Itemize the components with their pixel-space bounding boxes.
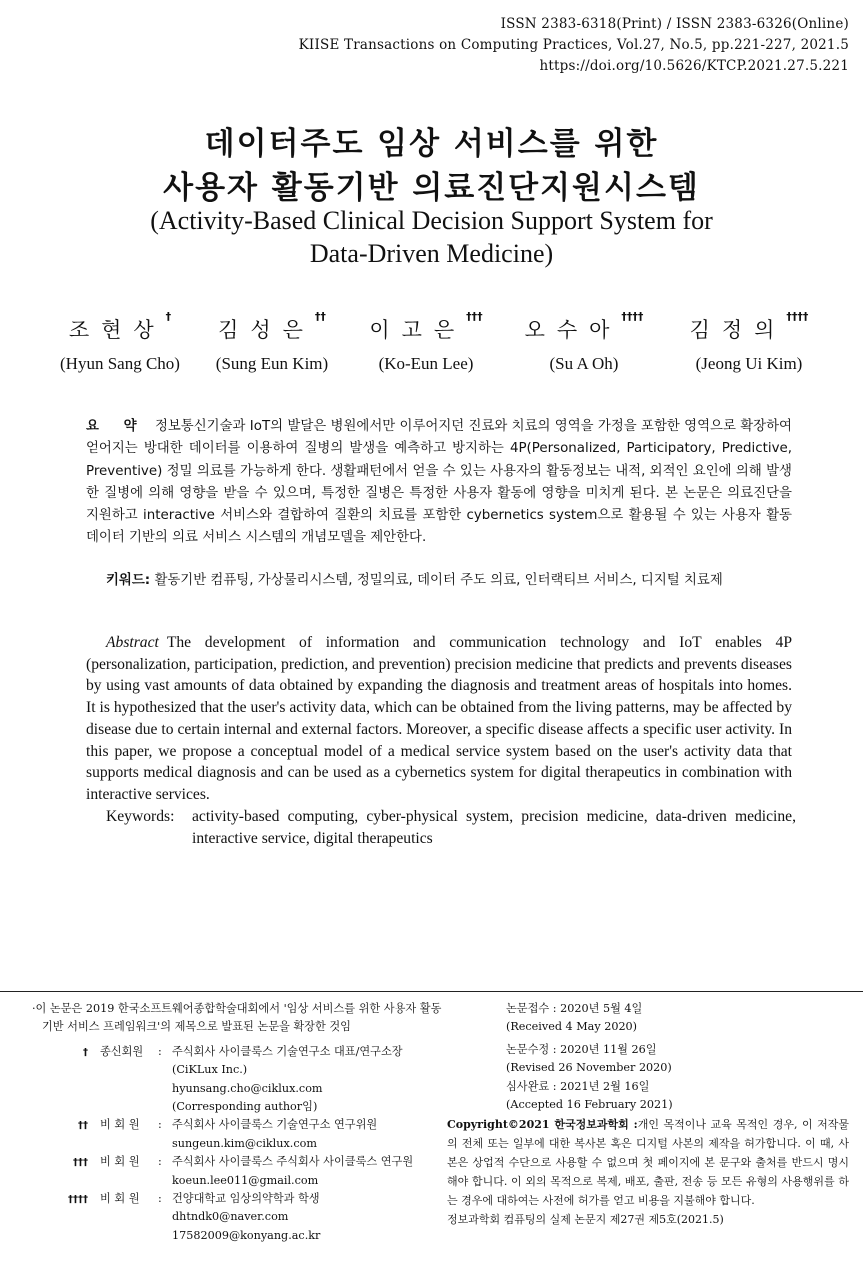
affiliation-mark: †††† <box>68 1194 88 1206</box>
footnote-left <box>32 1000 452 1245</box>
footnote-dates <box>506 1000 856 1114</box>
author-list <box>50 310 830 384</box>
author-1 <box>50 310 190 374</box>
received-date-en: (Received 4 May 2020) <box>506 1020 638 1034</box>
author-name-en: (Sung Eun Kim) <box>215 354 329 373</box>
title-korean <box>0 122 863 210</box>
keywords-ko-text: 활동기반 컴퓨팅, 가상물리시스템, 정밀의료, 데이터 주도 의료, 인터랙티브 서비스, 디지털 치료제 <box>154 573 723 588</box>
title-en-line1: (Activity-Based Clinical Decision Support System for <box>150 206 713 235</box>
author-name-en: (Jeong Ui Kim) <box>695 354 803 373</box>
revised-date-ko: 논문수정 : 2020년 11월 26일 <box>506 1042 657 1056</box>
accepted-date-en: (Accepted 16 February 2021) <box>506 1098 673 1112</box>
footnote-divider <box>0 991 863 992</box>
doi-link[interactable]: https://doi.org/10.5626/KTCP.2021.27.5.221 <box>539 58 849 74</box>
affiliation-email[interactable]: hyunsang.cho@ciklux.com <box>172 1081 323 1095</box>
affiliation-line: (CiKLux Inc.) <box>172 1063 248 1077</box>
title-en-line2: Data-Driven Medicine) <box>309 239 554 268</box>
abstract-english <box>86 632 792 806</box>
author-name-ko: 김정의 <box>689 318 787 342</box>
affiliation-email[interactable]: 17582009@konyang.ac.kr <box>172 1228 321 1242</box>
abstract-ko-text: 정보통신기술과 IoT의 발달은 병원에서만 이루어지던 진료와 치료의 영역을 가정을 포함한 영역으로 확장하여 얻어지는 방대한 데이터를 이용하여 질병의 발생을 예측하고 방지하는 4P(Personalized, Participatory, Predictive, Preventive) 정밀 의료를 가능하게 한다. 생활패턴에서 얻을 수 있는 사용자의 활동정보는 내적, 외적인 요인에 의해 발생한 질병에 의해 영향을 받을 수 있으며, 특정한 질병은 특정한 사용자 활동에 영향을 미치게 된다. 본 논문은 의료진단을 지원하고 interactive 서비스와 결합하여 질환의 치료를 포함한 cybernetics system으로 활용될 수 있는 사용자 활동 데이터 기반의 의료 서비스 시스템의 개념모델을 제안한다. <box>86 419 792 546</box>
affiliation-email[interactable]: koeun.lee011@gmail.com <box>172 1173 319 1187</box>
abstract-korean <box>86 416 792 550</box>
title-ko-line2: 사용자 활동기반 의료진단지원시스템 <box>163 170 700 206</box>
author-name-ko: 이고은 <box>369 318 467 342</box>
paper-origin-note: ·이 논문은 2019 한국소프트웨어종합학술대회에서 '임상 서비스를 위한 사용자 활동기반 서비스 프레임워크'의 제목으로 발표된 논문을 확장한 것임 <box>32 1002 442 1034</box>
abstract-en-label: Abstract <box>106 634 159 651</box>
affiliation-3: ††† 비 회 원 : 주식회사 사이클룩스 주식회사 사이클룩스 연구원 koeun.lee011@gmail.com <box>52 1153 452 1190</box>
accepted-date-ko: 심사완료 : 2021년 2월 16일 <box>506 1079 650 1093</box>
journal-citation: 정보과학회 컴퓨팅의 실제 논문지 제27권 제5호(2021.5) <box>447 1213 724 1226</box>
revised-date-en: (Revised 26 November 2020) <box>506 1061 672 1075</box>
copyright-label: Copyright©2021 한국정보과학회 : <box>447 1118 638 1131</box>
affiliation-email[interactable]: dhtndk0@naver.com <box>172 1210 289 1224</box>
affiliation-line: 주식회사 사이클룩스 기술연구소 대표/연구소장 <box>172 1044 403 1058</box>
title-ko-line1: 데이터주도 임상 서비스를 위한 <box>204 126 659 162</box>
abstract-ko-label: 요 약 <box>86 419 147 434</box>
author-mark: †††† <box>786 310 809 323</box>
affiliation-2: †† 비 회 원 : 주식회사 사이클룩스 기술연구소 연구위원 sungeun.kim@ciklux.com <box>52 1116 452 1153</box>
author-name-ko: 김성은 <box>218 318 315 342</box>
author-4 <box>514 310 654 374</box>
affiliation-line: 주식회사 사이클룩스 주식회사 사이클룩스 연구원 <box>172 1155 414 1169</box>
affiliation-4: †††† 비 회 원 : 건양대학교 임상의약학과 학생 dhtndk0@naver.com 17582009@konyang.ac.kr <box>52 1190 452 1245</box>
journal-line: KIISE Transactions on Computing Practices, Vol.27, No.5, pp.221-227, 2021.5 <box>298 37 849 53</box>
author-mark: †††† <box>621 310 644 323</box>
author-3 <box>356 310 496 374</box>
author-name-en: (Ko-Eun Lee) <box>378 354 474 373</box>
author-name-en: (Su A Oh) <box>549 354 619 373</box>
keywords-korean <box>106 570 806 592</box>
affiliation-mark: † <box>83 1046 88 1058</box>
copyright-notice <box>447 1115 849 1229</box>
affiliation-1: † 종신회원 : 주식회사 사이클룩스 기술연구소 대표/연구소장 (CiKLux Inc.) hyunsang.cho@ciklux.com (Corresponding author임) <box>52 1043 452 1117</box>
affiliation-line: (Corresponding author임) <box>172 1100 318 1114</box>
author-5 <box>674 310 824 374</box>
author-name-ko: 조현상 <box>68 318 166 342</box>
journal-header <box>299 14 849 77</box>
affiliation-email[interactable]: sungeun.kim@ciklux.com <box>172 1136 317 1150</box>
affiliation-mark: †† <box>78 1120 88 1132</box>
issn-line: ISSN 2383-6318(Print) / ISSN 2383-6326(Online) <box>500 16 849 32</box>
author-mark: †† <box>314 310 326 323</box>
affiliation-role: 종신회원 <box>100 1044 144 1058</box>
abstract-en-text: The development of information and communication technology and IoT enables 4P (personalization, participation, prediction, and prevention) precision medicine that predicts and prevents diseases by using vast amounts of data obtained by expanding the diagnosis and treatment areas of hospitals into homes. It is hypothesized that the user's activity data, which can be obtained from the living patterns, may be affected by disease due to certain internal and external factors. Moreover, a specific disease affects a specific user activity. In this paper, we propose a conceptual model of a medical service system based on the user's activity data that supports medical diagnosis and can be used as a cybernetics system for digital therapeutics in combination with interactive services. <box>86 634 792 803</box>
author-name-ko: 오수아 <box>524 318 622 342</box>
affiliation-line: 건양대학교 임상의약학과 학생 <box>172 1192 320 1206</box>
copyright-text: 개인 목적이나 교육 목적인 경우, 이 저작물의 전체 또는 일부에 대한 복사본 혹은 디지털 사본의 제작을 허가합니다. 이 때, 사본은 상업적 수단으로 사용할 수 없으며 첫 페이지에 본 문구와 출처를 반드시 명시해야 합니다. 이 외의 목적으로 복제, 배포, 출판, 전송 등 모든 유형의 사용행위를 하는 경우에 대하여는 사전에 허가를 얻고 비용을 지불해야 합니다. <box>447 1118 849 1207</box>
affiliation-mark: ††† <box>73 1157 88 1169</box>
author-2 <box>202 310 342 374</box>
affiliation-line: 주식회사 사이클룩스 기술연구소 연구위원 <box>172 1118 378 1132</box>
author-mark: † <box>165 310 172 323</box>
keywords-ko-label: 키워드: <box>106 573 151 588</box>
keywords-english <box>106 806 796 850</box>
author-mark: ††† <box>466 310 483 323</box>
author-name-en: (Hyun Sang Cho) <box>60 354 180 373</box>
title-english <box>0 204 863 270</box>
affiliation-role: 비 회 원 <box>100 1118 140 1132</box>
keywords-en-label: Keywords: <box>106 808 175 825</box>
received-date-ko: 논문접수 : 2020년 5월 4일 <box>506 1002 643 1015</box>
keywords-en-text: activity-based computing, cyber-physical system, precision medicine, data-driven medicine, interactive service, digital therapeutics <box>192 808 796 847</box>
affiliation-role: 비 회 원 <box>100 1192 140 1206</box>
affiliation-role: 비 회 원 <box>100 1155 140 1169</box>
